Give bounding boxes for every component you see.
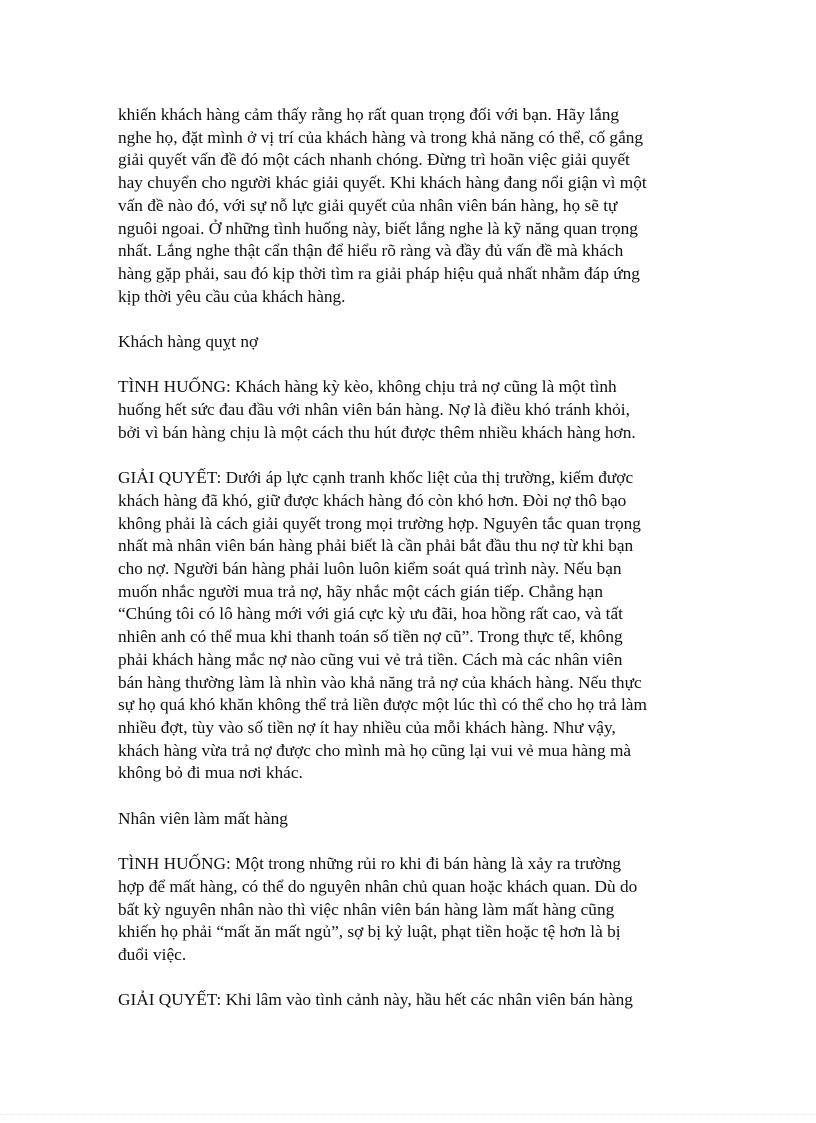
text-line: nhất mà nhân viên bán hàng phải biết là cần phải bắt đầu thu nợ từ khi bạn [118, 536, 634, 556]
text-line: Nhân viên làm mất hàng [118, 808, 288, 828]
text-line: TÌNH HUỐNG: Một trong những rủi ro khi đi bán hàng là xảy ra trường [118, 854, 622, 874]
text-line: bởi vì bán hàng chịu là một cách thu hút được thêm nhiều khách hàng hơn. [118, 422, 636, 442]
paragraph-lost-goods-solution [118, 989, 703, 1012]
text-line: không bỏ đi mua nơi khác. [118, 763, 303, 783]
text-line: cho nợ. Người bán hàng phải luôn luôn kiểm soát quá trình này. Nếu bạn [118, 559, 622, 579]
paragraph-lost-goods-situation [118, 853, 703, 967]
document-body [118, 104, 703, 1035]
text-line: bán hàng thường làm là nhìn vào khả năng trả nợ của khách hàng. Nếu thực [118, 672, 642, 692]
text-line: phải khách hàng mắc nợ nào cũng vui vẻ trả tiền. Cách mà các nhân viên [118, 649, 623, 669]
text-line: nhiều đợt, tùy vào số tiền nợ ít hay nhiều của mỗi khách hàng. Như vậy, [118, 717, 616, 737]
text-line: giải quyết vấn đề đó một cách nhanh chóng. Đừng trì hoãn việc giải quyết [118, 150, 630, 170]
text-line: kịp thời yêu cầu của khách hàng. [118, 286, 346, 306]
text-line: khách hàng đã khó, giữ được khách hàng đó còn khó hơn. Đòi nợ thô bạo [118, 490, 627, 510]
text-line: muốn nhắc người mua trả nợ, hãy nhắc một cách gián tiếp. Chẳng hạn [118, 581, 603, 601]
text-line: Khách hàng quỵt nợ [118, 332, 259, 352]
text-line: vấn đề nào đó, với sự nỗ lực giải quyết của nhân viên bán hàng, họ sẽ tự [118, 195, 618, 215]
text-line: huống hết sức đau đầu với nhân viên bán hàng. Nợ là điều khó tránh khỏi, [118, 400, 630, 420]
text-line: hay chuyển cho người khác giải quyết. Khi khách hàng đang nổi giận vì một [118, 173, 647, 193]
text-line: GIẢI QUYẾT: Dưới áp lực cạnh tranh khốc liệt của thị trường, kiếm được [118, 468, 634, 488]
paragraph-intro-continuation [118, 104, 703, 308]
text-line: nhiên anh có thể mua khi thanh toán số tiền nợ cũ”. Trong thực tế, không [118, 627, 623, 647]
text-line: GIẢI QUYẾT: Khi lâm vào tình cảnh này, hầu hết các nhân viên bán hàng [118, 990, 633, 1010]
text-line: hợp để mất hàng, có thể do nguyên nhân chủ quan hoặc khách quan. Dù do [118, 876, 638, 896]
page-bottom-divider [0, 1114, 816, 1115]
text-line: TÌNH HUỐNG: Khách hàng kỳ kèo, không chịu trả nợ cũng là một tình [118, 377, 617, 397]
text-line: nhất. Lắng nghe thật cẩn thận để hiểu rõ ràng và đầy đủ vấn đề mà khách [118, 241, 624, 261]
text-line: bất kỳ nguyên nhân nào thì việc nhân viên bán hàng làm mất hàng cũng [118, 899, 615, 919]
text-line: khiến khách hàng cảm thấy rằng họ rất quan trọng đối với bạn. Hãy lắng [118, 105, 620, 124]
text-line: khách hàng vừa trả nợ được cho mình mà họ cũng lại vui vẻ mua hàng mà [118, 740, 632, 760]
text-line: “Chúng tôi có lô hàng mới với giá cực kỳ ưu đãi, hoa hồng rất cao, và tất [118, 604, 623, 624]
text-line: nguôi ngoai. Ở những tình huống này, biết lắng nghe là kỹ năng quan trọng [118, 218, 638, 238]
paragraph-debt-solution [118, 467, 703, 785]
section-heading-lost-goods [118, 808, 703, 831]
text-line: nghe họ, đặt mình ở vị trí của khách hàng và trong khả năng có thể, cố gắng [118, 127, 644, 147]
text-line: hàng gặp phải, sau đó kịp thời tìm ra giải pháp hiệu quả nhất nhằm đáp ứng [118, 263, 640, 283]
text-line: khiến họ phải “mất ăn mất ngủ”, sợ bị kỷ luật, phạt tiền hoặc tệ hơn là bị [118, 922, 621, 942]
text-line: đuổi việc. [118, 944, 187, 964]
section-heading-debt [118, 331, 703, 354]
text-line: không phải là cách giải quyết trong mọi trường hợp. Nguyên tắc quan trọng [118, 513, 641, 533]
paragraph-debt-situation [118, 376, 703, 444]
text-line: sự họ quá khó khăn không thể trả liền được một lúc thì có thể cho họ trả làm [118, 695, 647, 715]
